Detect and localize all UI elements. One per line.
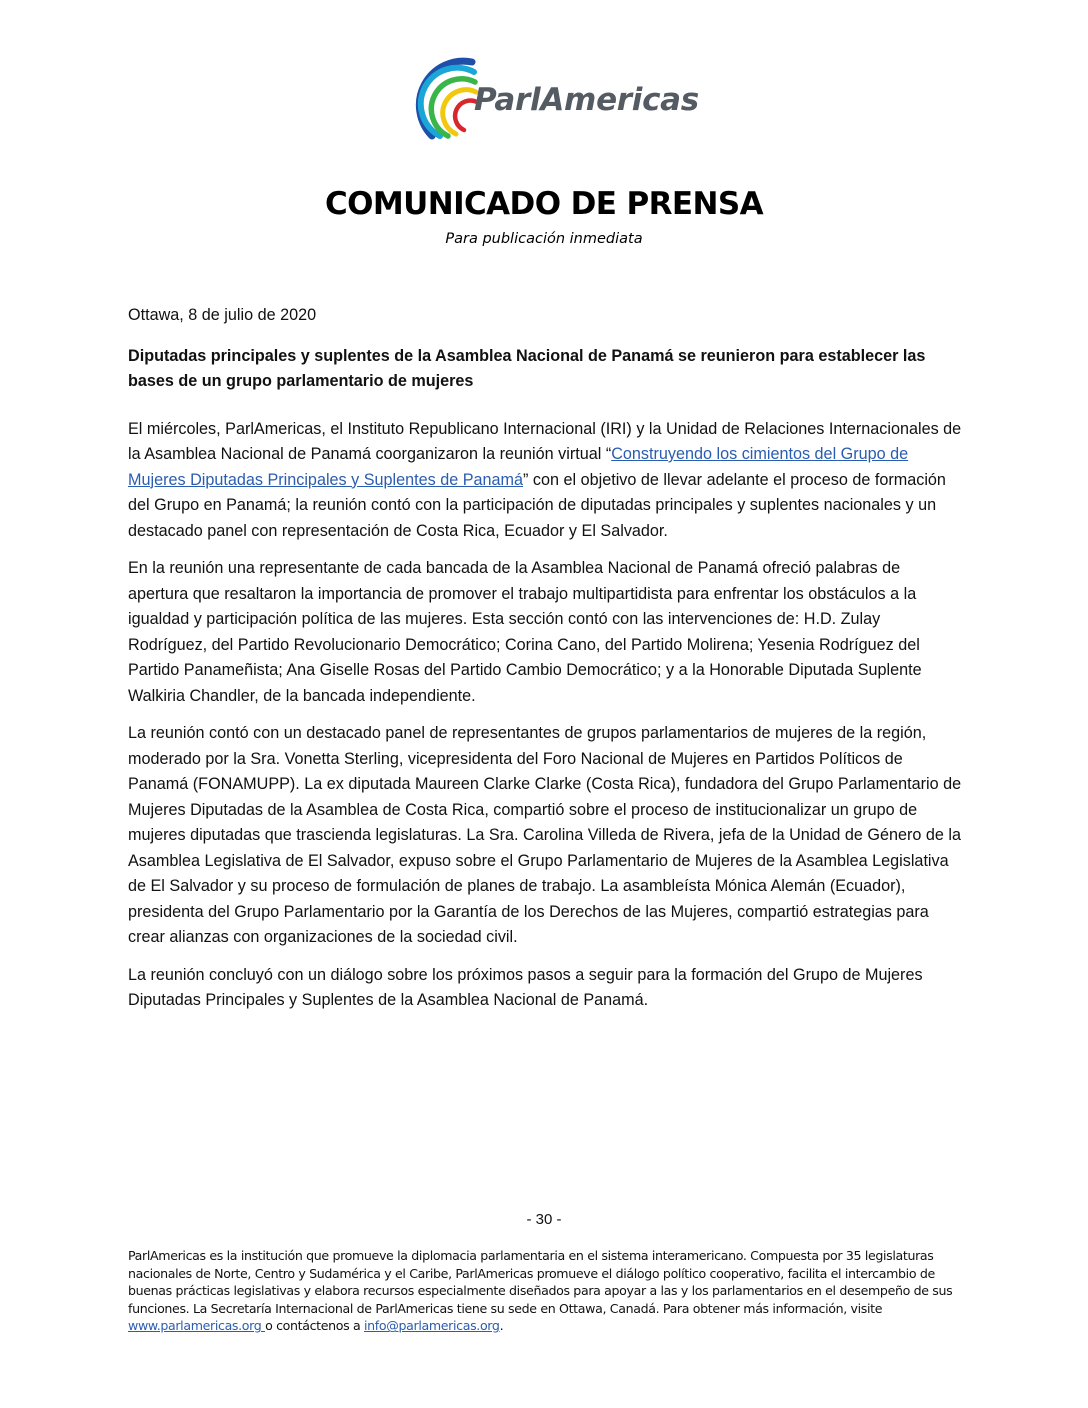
footer-middle: o contáctenos a bbox=[265, 1318, 365, 1334]
footer-end: . bbox=[499, 1318, 504, 1334]
website-link[interactable]: www.parlamericas.org bbox=[128, 1318, 266, 1334]
logo-wordmark: ParlAmericas bbox=[474, 82, 699, 118]
paragraph-2: En la reunión una representante de cada bancada de la Asamblea Nacional de Panamá ofreció palabras de apertura que resaltaron la importancia de promover el trabajo multipartidista para enfrentar los obstáculos a la igualdad y participación política de las mujeres. Esta sección contó con las intervenciones de: H.D. Zulay Rodríguez, del Partido Revolucionario Democrático; Corina Cano, del Partido Molirena; Yesenia Rodríguez del Partido Panameñista; Ana Giselle Rosas del Partido Cambio Democrático; y a la Honorable Diputada Suplente Walkiria Chandler, de la bancada independiente. bbox=[128, 559, 922, 705]
paragraph-1 bbox=[128, 417, 963, 545]
paragraph-4: La reunión concluyó con un diálogo sobre los próximos pasos a seguir para la formación del Grupo de Mujeres Diputadas Principales y Suplentes de la Asamblea Nacional de Panamá. bbox=[128, 965, 923, 1009]
dateline: Ottawa, 8 de julio de 2020 bbox=[128, 306, 317, 324]
footer bbox=[128, 1247, 968, 1335]
article-body bbox=[128, 303, 963, 1026]
email-link[interactable]: info@parlamericas.org bbox=[364, 1318, 500, 1334]
page-title: COMUNICADO DE PRENSA bbox=[325, 186, 763, 222]
page-subtitle: Para publicación inmediata bbox=[445, 231, 643, 247]
paragraph-1-intro: El miércoles, ParlAmericas, el Instituto Republicano Internacional (IRI) y la Unidad de Relaciones Internacionales de la Asamblea Nacional de Panamá coorganizaron la reunión virtual “ bbox=[128, 419, 962, 463]
paragraph-1-rest: ” con el objetivo de llevar adelante el proceso de formación del Grupo en Panamá; la reunión contó con la participación de diputadas principales y suplentes nacionales y un destacado panel con representación de Costa Rica, Ecuador y El Salvador. bbox=[128, 470, 946, 540]
paragraph-3: La reunión contó con un destacado panel de representantes de grupos parlamentarios de mujeres de la región, moderado por la Sra. Vonetta Sterling, vicepresidenta del Foro Nacional de Mujeres en Partidos Políticos de Panamá (FONAMUPP). La ex diputada Maureen Clarke Clarke (Costa Rica), fundadora del Grupo Parlamentario de Mujeres Diputadas de la Asamblea de Costa Rica, compartió sobre el proceso de institucionalizar un grupo de mujeres diputadas que trascienda legislaturas. La Sra. Carolina Villeda de Rivera, jefa de la Unidad de Género de la Asamblea Legislativa de El Salvador, expuso sobre el Grupo Parlamentario de Mujeres de la Asamblea Legislativa de El Salvador y su proceso de formulación de planes de trabajo. La asambleísta Mónica Alemán (Ecuador), presidenta del Grupo Parlamentario por la Garantía de los Derechos de las Mujeres, compartió estrategias para crear alianzas con organizaciones de la sociedad civil. bbox=[128, 724, 962, 946]
headline: Diputadas principales y suplentes de la Asamblea Nacional de Panamá se reunieron para establecer las bases de un grupo parlamentario de mujeres bbox=[128, 346, 926, 390]
page-number: - 30 - bbox=[526, 1211, 562, 1228]
event-link[interactable]: Construyendo los cimientos del Grupo de Mujeres Diputadas Principales y Suplentes de Panamá bbox=[128, 445, 909, 489]
parlamericas-logo bbox=[412, 54, 732, 150]
footer-text: ParlAmericas es la institución que promueve la diplomacia parlamentaria en el sistema interamericano. Compuesta por 35 legislaturas nacionales de Norte, Centro y Sudamérica y el Caribe, ParlAmericas promueve el diálogo político cooperativo, facilita el intercambio de buenas prácticas legislativas y elabora recursos especialmente diseñados para apoyar a las y los parlamentarios en el desempeño de sus funciones. La Secretaría Internacional de ParlAmericas tiene su sede en Ottawa, Canadá. Para obtener más información, visite bbox=[128, 1248, 953, 1316]
